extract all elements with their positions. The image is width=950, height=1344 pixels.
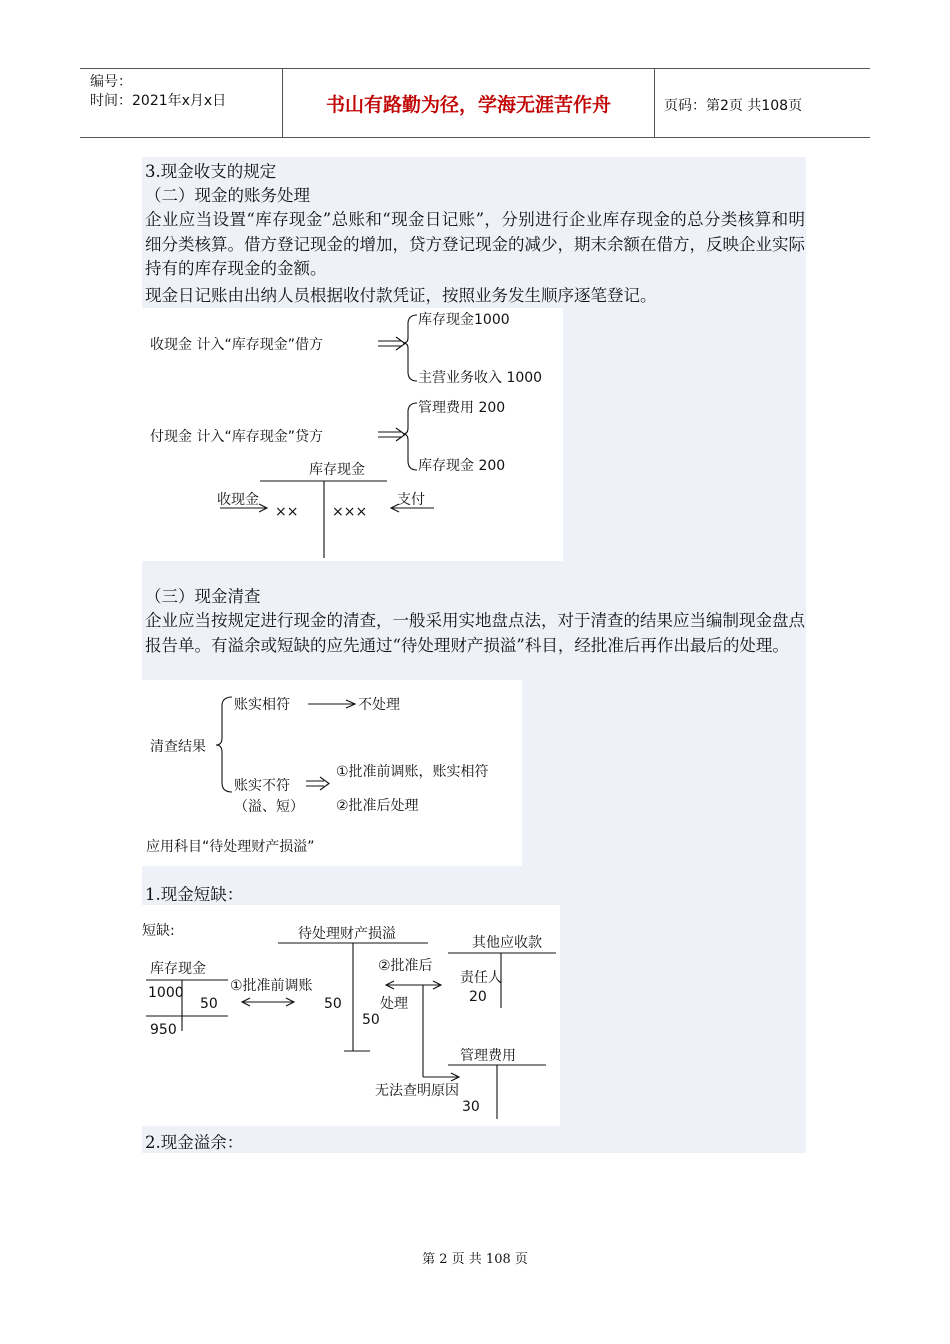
applied-account: 应用科目“待处理财产损溢”	[146, 839, 315, 855]
other-receivable-title: 其他应收款	[472, 935, 542, 951]
page-header	[80, 68, 870, 138]
t-left-value: ××	[275, 504, 299, 520]
pending-credit: 50	[362, 1012, 380, 1028]
receive-item-2: 主营业务收入 1000	[418, 370, 543, 386]
receive-item-1: 库存现金1000	[418, 312, 510, 328]
sub2-paragraph-1: 企业应当设置“库存现金”总账和“现金日记账”，分别进行企业库存现金的总分类核算和明细分类核算。借方登记现金的增加，贷方登记现金的减少，期末余额在借方，反映企业实际持有的库存现金的金额。	[145, 210, 805, 278]
brace	[216, 697, 232, 792]
brace	[403, 315, 417, 381]
other-receivable-item: 责任人	[460, 970, 502, 986]
admin-expense-value: 30	[462, 1099, 480, 1115]
header-divider	[654, 69, 655, 137]
receive-label: 收现金 计入“库存现金”借方	[150, 337, 323, 353]
pay-item-1: 管理费用 200	[418, 400, 506, 416]
step-2: ②批准后处理	[336, 798, 419, 814]
t-right-value: ×××	[332, 504, 368, 520]
sub3-paragraph: 企业应当按规定进行现金的清查，一般采用实地盘点法，对于清查的结果应当编制现金盘点报告单。有溢余或短缺的应先通过“待处理财产损溢”科目，经批准后再作出最后的处理。	[145, 611, 805, 655]
number-label: 编号：	[90, 74, 132, 90]
pending-account-title: 待处理财产损溢	[298, 926, 396, 942]
t-right-label: 支付	[397, 492, 425, 508]
cash-credit: 50	[200, 996, 218, 1012]
header-motto: 书山有路勤为径，学海无涯苦作舟	[325, 93, 611, 116]
cash-debit: 1000	[148, 985, 184, 1001]
cash-check-diagram	[142, 680, 522, 866]
sub3-title: （三）现金清查	[145, 587, 261, 606]
cash-receipt-payment-diagram	[142, 308, 563, 561]
pay-label: 付现金 计入“库存现金”贷方	[150, 429, 323, 445]
arrow-head	[320, 777, 329, 790]
step-2-label-b: 处理	[380, 996, 408, 1012]
t-left-label: 收现金	[217, 492, 259, 508]
section-title: 3.现金收支的规定	[145, 162, 277, 181]
mismatch-note: （溢、短）	[234, 799, 304, 815]
sub2-paragraph-2: 现金日记账由出纳人员根据收付款凭证，按照业务发生顺序逐笔登记。	[145, 286, 657, 305]
header-meta	[80, 69, 282, 137]
other-receivable-value: 20	[469, 989, 487, 1005]
page-footer: 第 2 页 共 108 页	[422, 1252, 528, 1267]
sub2-title: （二）现金的账务处理	[145, 186, 310, 205]
step-1: ①批准前调账，账实相符	[336, 764, 489, 780]
cash-balance: 950	[150, 1022, 177, 1038]
pay-item-2: 库存现金 200	[418, 458, 506, 474]
cash-account-title: 库存现金	[150, 961, 206, 977]
unknown-cause-label: 无法查明原因	[375, 1083, 459, 1099]
surplus-title: 2.现金溢余：	[145, 1133, 244, 1152]
mismatch-label: 账实不符	[234, 778, 290, 794]
header-page-info: 页码：第2页 共108页	[664, 98, 803, 114]
time-line: 时间：2021年x月x日	[90, 93, 227, 109]
no-action-label: 不处理	[358, 697, 400, 713]
step-2-label-a: ②批准后	[378, 958, 433, 974]
check-result-label: 清查结果	[150, 739, 206, 755]
step-1-label: ①批准前调账	[230, 978, 313, 994]
match-label: 账实相符	[234, 697, 290, 713]
shortage-label: 短缺:	[142, 923, 175, 939]
cash-shortage-diagram	[142, 905, 560, 1126]
brace	[403, 403, 417, 470]
t-account-title: 库存现金	[309, 462, 365, 478]
shortage-title: 1.现金短缺：	[145, 885, 244, 904]
pending-debit: 50	[324, 996, 342, 1012]
admin-expense-title: 管理费用	[460, 1048, 516, 1064]
